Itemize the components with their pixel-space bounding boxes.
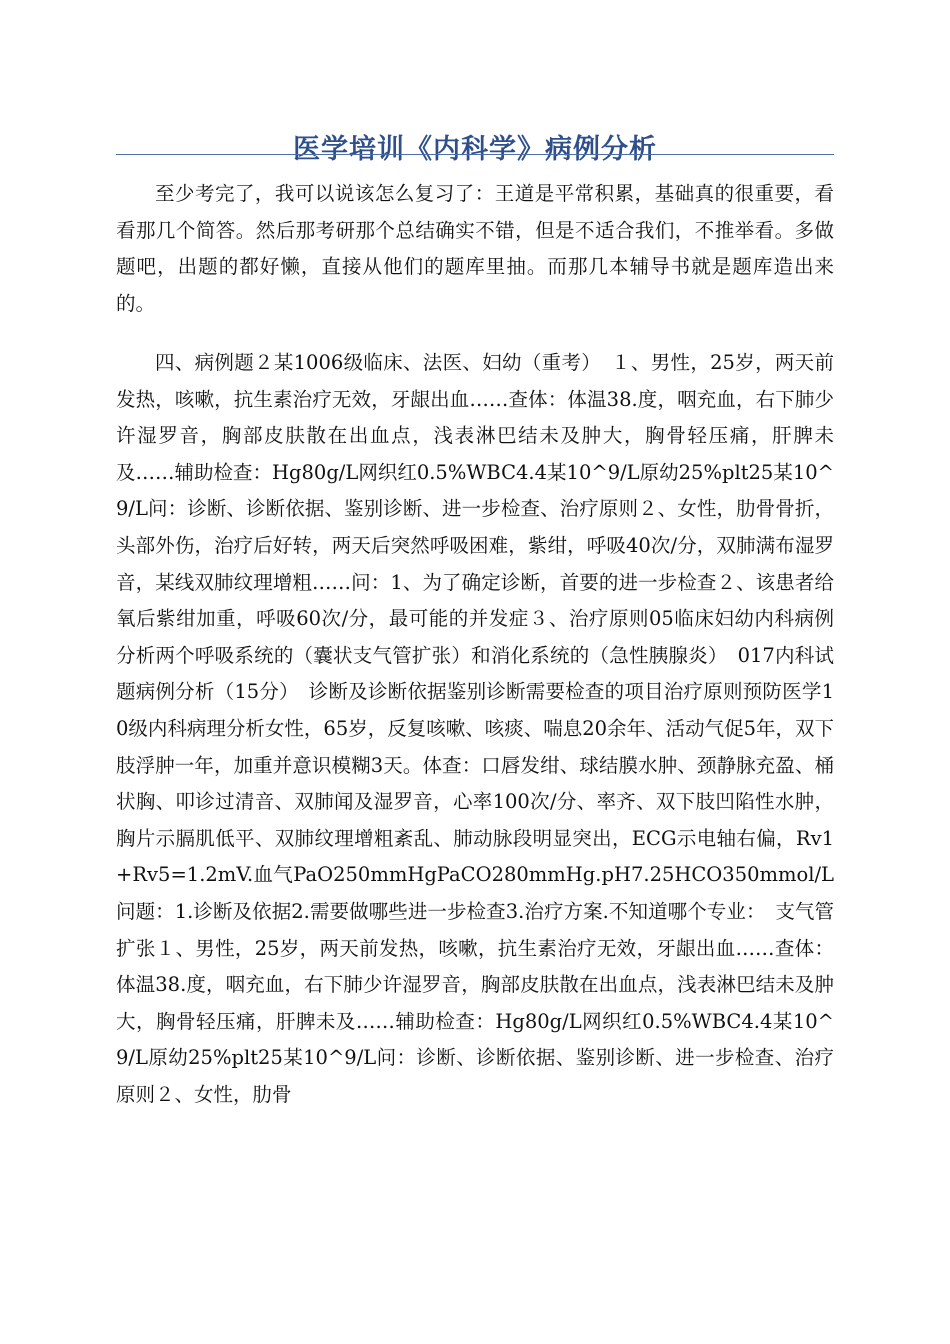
document-page [116, 0, 834, 1344]
title-underline [116, 154, 834, 155]
page-title: 医学培训《内科学》病例分析 [293, 134, 657, 166]
paragraph-intro: 至少考完了，我可以说该怎么复习了：王道是平常积累，基础真的很重要，看看那几个简答。然后那考研那个总结确实不错，但是不适合我们，不推举看。多做题吧，出题的都好懒，直接从他们的题库里抽。而那几本辅导书就是题库造出来的。 [116, 182, 834, 315]
paragraph-case-studies: 四、病例题２某1006级临床、法医、妇幼（重考） １、男性，25岁，两天前发热，咳嗽，抗生素治疗无效，牙龈出血……查体：体温38.度，咽充血，右下肺少许湿罗音，胸部皮肤散在出血点，浅表淋巴结未及肿大，胸骨轻压痛，肝脾未及……辅助检查：Hg80g/L网织红0.5%WBC4.4某10^9/L原幼25%plt25某10^9/L问：诊断、诊断依据、鉴别诊断、进一步检查、治疗原则２、女性，肋骨骨折，头部外伤，治疗后好转，两天后突然呼吸困难，紫绀，呼吸40次/分，双肺满布湿罗音，某线双肺纹理增粗……问：1、为了确定诊断，首要的进一步检查２、该患者给氧后紫绀加重，呼吸60次/分，最可能的并发症３、治疗原则05临床妇幼内科病例分析两个呼吸系统的（囊状支气管扩张）和消化系统的（急性胰腺炎） 017内科试题病例分析（15分） 诊断及诊断依据鉴别诊断需要检查的项目治疗原则预防医学10级内科病理分析女性，65岁，反复咳嗽、咳痰、喘息20余年、活动气促5年，双下肢浮肿一年，加重并意识模糊3天。体查：口唇发绀、球结膜水肿、颈静脉充盈、桶状胸、叩诊过清音、双肺闻及湿罗音，心率100次/分、率齐、双下肢凹陷性水肿，胸片示膈肌低平、双肺纹理增粗紊乱、肺动脉段明显突出，ECG示电轴右偏，Rv1+Rv5=1.2mV.血气PaO250mmHgPaCO280mmHg.pH7.25HCO350mmol/L问题：1.诊断及依据2.需要做哪些进一步检查3.治疗方案.不知道哪个专业： 支气管扩张１、男性，25岁，两天前发热，咳嗽，抗生素治疗无效，牙龈出血……查体：体温38.度，咽充血，右下肺少许湿罗音，胸部皮肤散在出血点，浅表淋巴结未及肿大，胸骨轻压痛，肝脾未及……辅助检查：Hg80g/L网织红0.5%WBC4.4某10^9/L原幼25%plt25某10^9/L问：诊断、诊断依据、鉴别诊断、进一步检查、治疗原则２、女性，肋骨 [116, 351, 834, 1106]
